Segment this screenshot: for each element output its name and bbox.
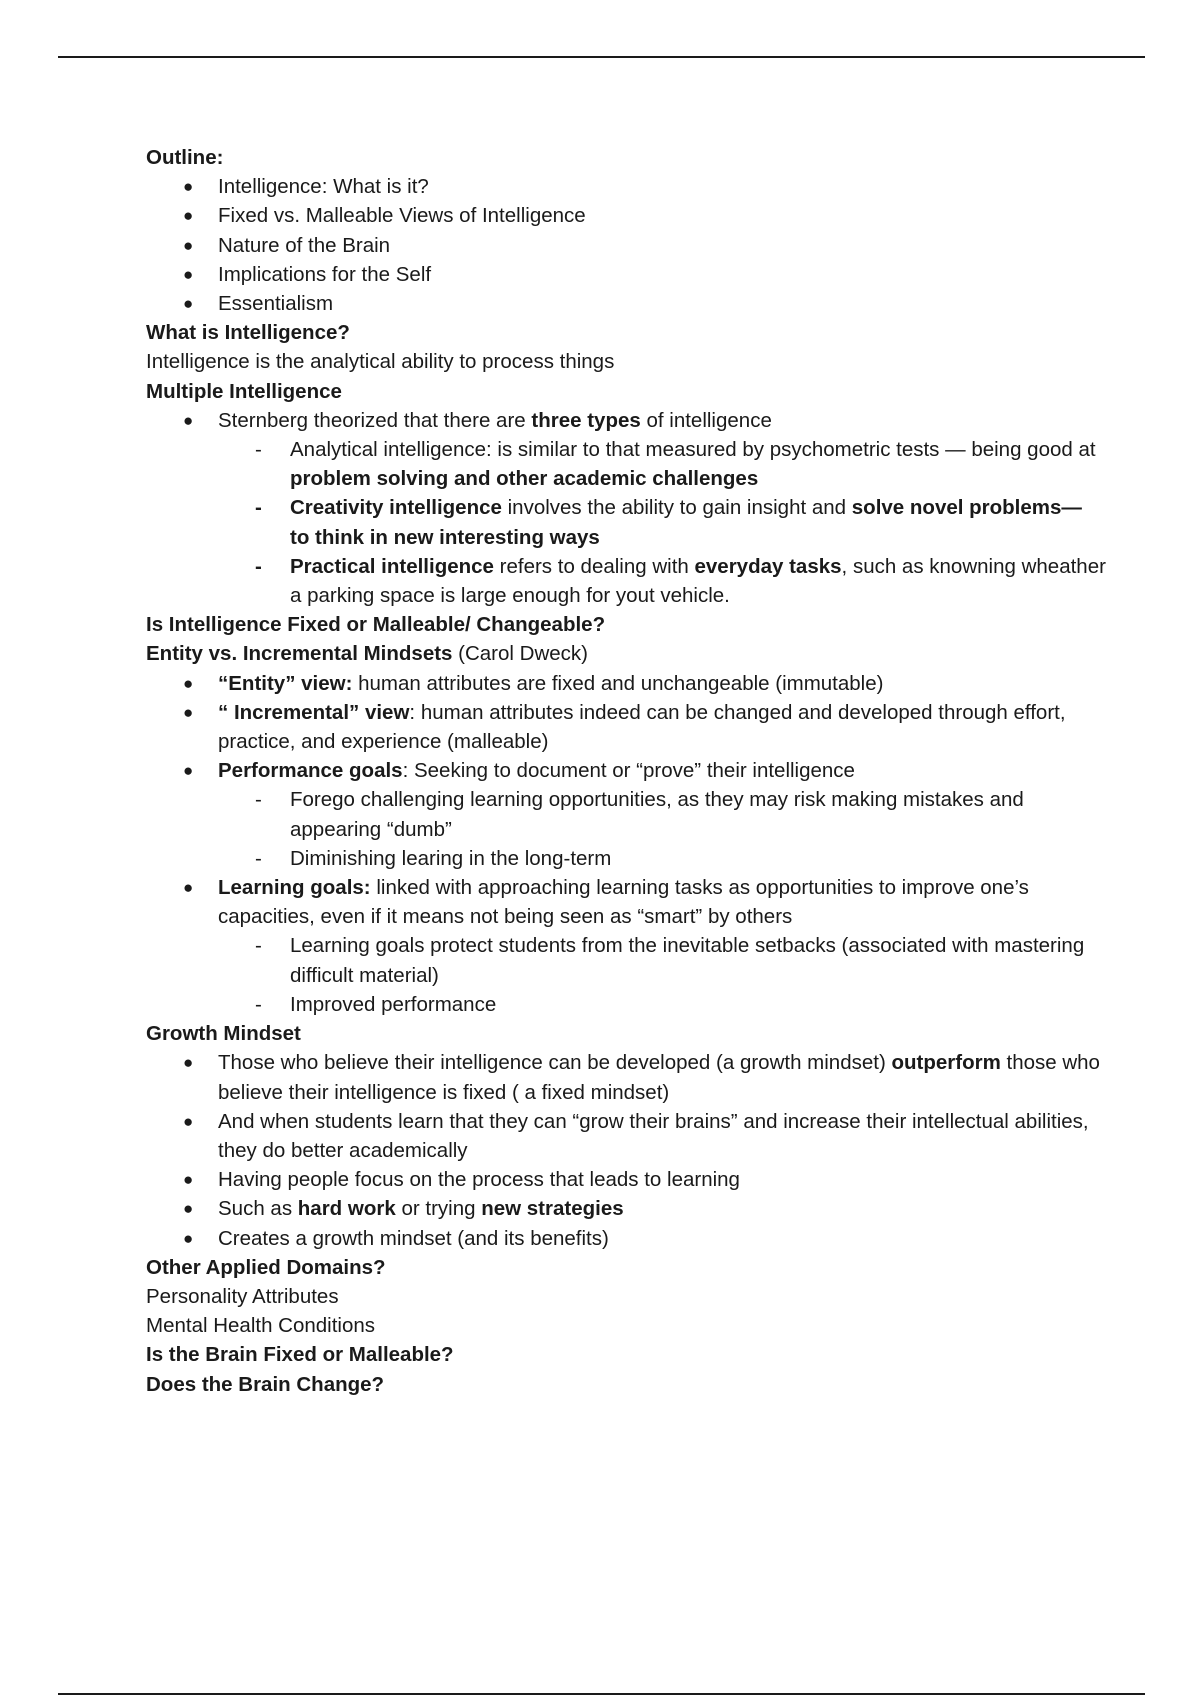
bullet-icon: ●	[183, 1228, 194, 1248]
growth-mindset-list	[146, 1048, 1106, 1252]
list-item: ● Learning goals: linked with approaching learning tasks as opportunities to improve one’s capacities, even if it means not being seen as “smart” by others - Learning goals protect students from the inevitable setbacks (associated with mastering difficult material) - Improved performance	[146, 873, 1106, 1019]
multiple-intelligence-heading: Multiple Intelligence	[146, 379, 342, 403]
bullet-icon: ●	[183, 206, 194, 226]
dash-icon: -	[255, 934, 262, 958]
bullet-icon: ●	[183, 410, 194, 430]
bullet-icon: ●	[183, 1199, 194, 1219]
growth-mindset-heading: Growth Mindset	[146, 1022, 301, 1046]
list-item: ● “Entity” view: human attributes are fixed and unchangeable (immutable)	[146, 669, 1106, 698]
top-rule	[58, 56, 1145, 58]
list-item: - Learning goals protect students from the inevitable setbacks (associated with mastering difficult material)	[146, 931, 1106, 989]
performance-goals-list	[218, 785, 1106, 873]
bullet-icon: ●	[183, 1111, 194, 1131]
bottom-rule	[58, 1693, 1145, 1695]
list-item: - Analytical intelligence: is similar to that measured by psychometric tests — being good at problem solving and other academic challenges	[146, 435, 1106, 493]
list-item: ● Those who believe their intelligence can be developed (a growth mindset) outperform those who believe their intelligence is fixed ( a fixed mindset)	[146, 1048, 1106, 1106]
list-item: - Diminishing learing in the long-term	[146, 844, 1106, 873]
dash-icon: -	[255, 846, 262, 870]
bullet-icon: ●	[183, 294, 194, 314]
personality-attributes-text: Personality Attributes	[146, 1284, 339, 1308]
intelligence-types-list	[218, 435, 1106, 610]
list-item: ● “ Incremental” view: human attributes indeed can be changed and developed through effort, practice, and experience (malleable)	[146, 698, 1106, 756]
mental-health-text: Mental Health Conditions	[146, 1314, 376, 1338]
dash-icon: -	[255, 496, 262, 520]
list-item: - Forego challenging learning opportunities, as they may risk making mistakes and appearing “dumb”	[146, 785, 1106, 843]
multiple-intelligence-list	[146, 406, 1106, 610]
bullet-icon: ●	[183, 673, 194, 693]
brain-change-heading: Does the Brain Change?	[146, 1372, 385, 1396]
list-item: ● And when students learn that they can “grow their brains” and increase their intellectual abilities, they do better academically	[146, 1107, 1106, 1165]
bullet-icon: ●	[183, 761, 194, 781]
list-item: ● Essentialism	[146, 289, 1106, 318]
bullet-icon: ●	[183, 177, 194, 197]
fixed-malleable-heading: Is Intelligence Fixed or Malleable/ Changeable?	[146, 613, 606, 637]
list-item: - Practical intelligence refers to dealing with everyday tasks, such as knowning wheather a parking space is large enough for yout vehicle.	[146, 552, 1106, 610]
bullet-icon: ●	[183, 878, 194, 898]
other-domains-heading: Other Applied Domains?	[146, 1255, 386, 1279]
dash-icon: -	[255, 438, 262, 462]
list-item: - Improved performance	[146, 990, 1106, 1019]
learning-goals-list	[218, 931, 1106, 1019]
list-item: ● Having people focus on the process that leads to learning	[146, 1165, 1106, 1194]
brain-fixed-heading: Is the Brain Fixed or Malleable?	[146, 1343, 454, 1367]
list-item: ● Nature of the Brain	[146, 231, 1106, 260]
bullet-icon: ●	[183, 702, 194, 722]
list-item: ● Fixed vs. Malleable Views of Intelligence	[146, 201, 1106, 230]
what-is-intelligence-text: Intelligence is the analytical ability to process things	[146, 350, 615, 374]
list-item: - Creativity intelligence involves the ability to gain insight and solve novel problems— to think in new interesting ways	[146, 493, 1106, 551]
what-is-intelligence-heading: What is Intelligence?	[146, 321, 350, 345]
bullet-icon: ●	[183, 1170, 194, 1190]
list-item: ● Sternberg theorized that there are three types of intelligence - Analytical intelligence: is similar to that measured by psychometric tests — being good at problem solving and other academic challenges - Creativity intelligence involves the ability to gain insight and solve novel problems— to think in new interesting ways - Practical intelligence refers to dealing with everyday tasks, such as knowning wheather a parking space is large enough for yout vehicle.	[146, 406, 1106, 610]
bullet-icon: ●	[183, 235, 194, 255]
list-item: ● Implications for the Self	[146, 260, 1106, 289]
list-item: ● Intelligence: What is it?	[146, 172, 1106, 201]
mindsets-subheading: Entity vs. Incremental Mindsets (Carol Dweck)	[146, 642, 588, 666]
outline-heading: Outline:	[146, 146, 224, 169]
list-item: ● Such as hard work or trying new strategies	[146, 1194, 1106, 1223]
outline-list	[146, 172, 1106, 318]
dash-icon: -	[255, 992, 262, 1016]
list-item: ● Creates a growth mindset (and its benefits)	[146, 1224, 1106, 1253]
dash-icon: -	[255, 788, 262, 812]
list-item: ● Performance goals: Seeking to document or “prove” their intelligence - Forego challenging learning opportunities, as they may risk making mistakes and appearing “dumb” - Diminishing learing in the long-term	[146, 756, 1106, 873]
bullet-icon: ●	[183, 1053, 194, 1073]
bullet-icon: ●	[183, 264, 194, 284]
mindsets-list	[146, 669, 1106, 1019]
document-body	[146, 143, 1106, 1399]
dash-icon: -	[255, 554, 262, 578]
